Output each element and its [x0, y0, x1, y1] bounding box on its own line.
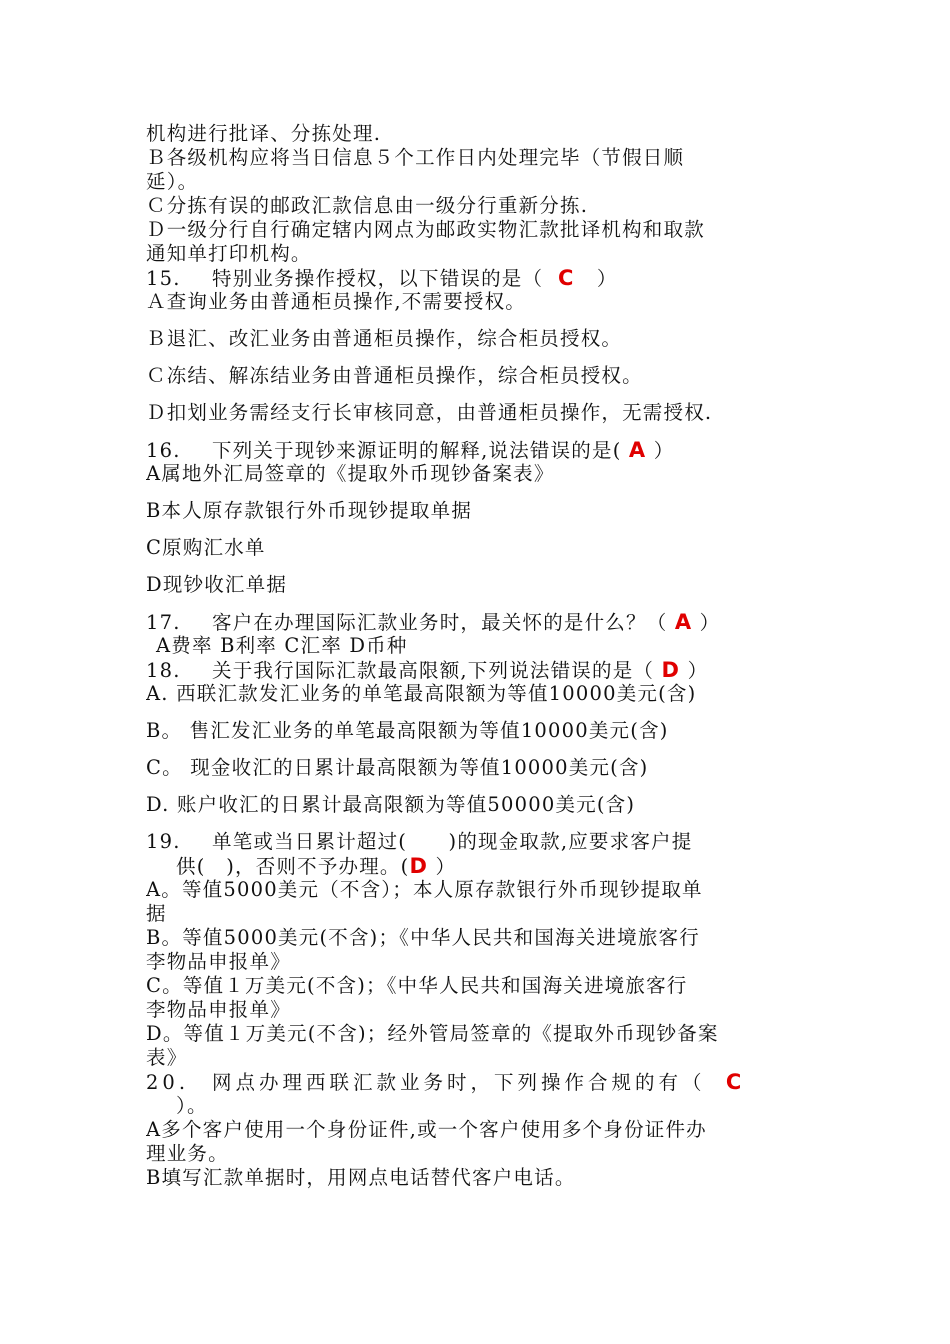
option-b: B。 售汇发汇业务的单笔最高限额为等值10000美元(含)	[146, 719, 669, 742]
option-a: A. 西联汇款发汇业务的单笔最高限额为等值10000美元(含)	[146, 682, 697, 705]
option-d: D. 账户收汇的日累计最高限额为等值50000美元(含)	[146, 793, 636, 816]
answer-mark: C	[558, 266, 575, 290]
question-text: 关于我行国际汇款最高限额,下列说法错误的是（	[212, 659, 655, 682]
question-number: 19.	[146, 830, 181, 853]
option-b-continued: 李物品申报单》	[146, 950, 291, 973]
text-line: Ｂ各级机构应将当日信息５个工作日内处理完毕（节假日顺	[146, 146, 685, 169]
answer-mark: A	[628, 438, 647, 462]
option-a: A多个客户使用一个身份证件,或一个客户使用多个身份证件办	[146, 1118, 707, 1141]
text-line: 延）。	[146, 170, 199, 193]
question-text: 单笔或当日累计超过( )的现金取款,应要求客户提	[212, 830, 693, 853]
option-a: Ａ查询业务由普通柜员操作,不需要授权。	[146, 290, 526, 313]
text-line: 机构进行批译、分拣处理.	[146, 122, 382, 145]
question-number: 16.	[146, 439, 181, 462]
question-close: ）	[687, 659, 709, 682]
answer-mark: D	[661, 658, 681, 682]
question-text: 网点办理西联汇款业务时，下列操作合规的有（	[212, 1071, 706, 1094]
question-close: ）	[435, 855, 457, 878]
options-line: A费率 B利率 C汇率 D币种	[156, 634, 408, 657]
question-18	[146, 658, 812, 682]
option-b: B本人原存款银行外币现钞提取单据	[146, 499, 473, 522]
option-c: C。 现金收汇的日累计最高限额为等值10000美元(含)	[146, 756, 649, 779]
option-d: D。等值１万美元(不含)；经外管局签章的《提取外币现钞备案	[146, 1022, 719, 1045]
option-d-continued: 表》	[146, 1046, 188, 1069]
question-close: ）	[596, 267, 618, 290]
option-c: C原购汇水单	[146, 536, 266, 559]
question-text: 客户在办理国际汇款业务时，最关怀的是什么？（	[212, 611, 668, 634]
question-text: 下列关于现钞来源证明的解释,说法错误的是(	[212, 439, 622, 462]
document-page	[146, 122, 812, 1190]
option-a-continued: 据	[146, 902, 167, 925]
option-a-continued: 理业务。	[146, 1142, 229, 1165]
question-close: ）	[653, 439, 675, 462]
question-20	[146, 1070, 812, 1094]
option-c-continued: 李物品申报单》	[146, 998, 291, 1021]
answer-mark: D	[409, 854, 429, 878]
question-16	[146, 438, 812, 462]
question-17	[146, 610, 812, 634]
question-number: 15.	[146, 267, 181, 290]
option-c: C。等值１万美元(不含)；《中华人民共和国海关进境旅客行	[146, 974, 688, 997]
answer-mark: A	[674, 610, 693, 634]
text-line: Ｃ分拣有误的邮政汇款信息由一级分行重新分拣.	[146, 194, 589, 217]
option-b: B填写汇款单据时，用网点电话替代客户电话。	[146, 1166, 576, 1189]
question-number: 20.	[146, 1071, 190, 1094]
option-a: A。等值5000美元（不含）；本人原存款银行外币现钞提取单	[146, 878, 703, 901]
question-19	[146, 830, 812, 854]
option-d: D现钞收汇单据	[146, 573, 288, 596]
option-b: B。等值5000美元(不含)；《中华人民共和国海关进境旅客行	[146, 926, 700, 949]
option-b: Ｂ退汇、改汇业务由普通柜员操作，综合柜员授权。	[146, 327, 623, 350]
question-text: 特别业务操作授权，以下错误的是（	[212, 267, 544, 290]
question-number: 17.	[146, 611, 181, 634]
question-close: ）。	[176, 1094, 208, 1117]
option-c: Ｃ冻结、解冻结业务由普通柜员操作，综合柜员授权。	[146, 364, 643, 387]
question-19-continued	[146, 854, 812, 878]
question-number: 18.	[146, 659, 181, 682]
text-line: 通知单打印机构。	[146, 242, 312, 265]
text-line: Ｄ一级分行自行确定辖内网点为邮政实物汇款批译机构和取款	[146, 218, 705, 241]
option-d: Ｄ扣划业务需经支行长审核同意，由普通柜员操作，无需授权.	[146, 401, 713, 424]
question-close: ）	[699, 611, 721, 634]
question-text: 供( )，否则不予办理。(	[176, 855, 410, 878]
question-15	[146, 266, 812, 290]
option-a: A属地外汇局签章的《提取外币现钞备案表》	[146, 462, 555, 485]
answer-mark: C	[725, 1070, 746, 1094]
